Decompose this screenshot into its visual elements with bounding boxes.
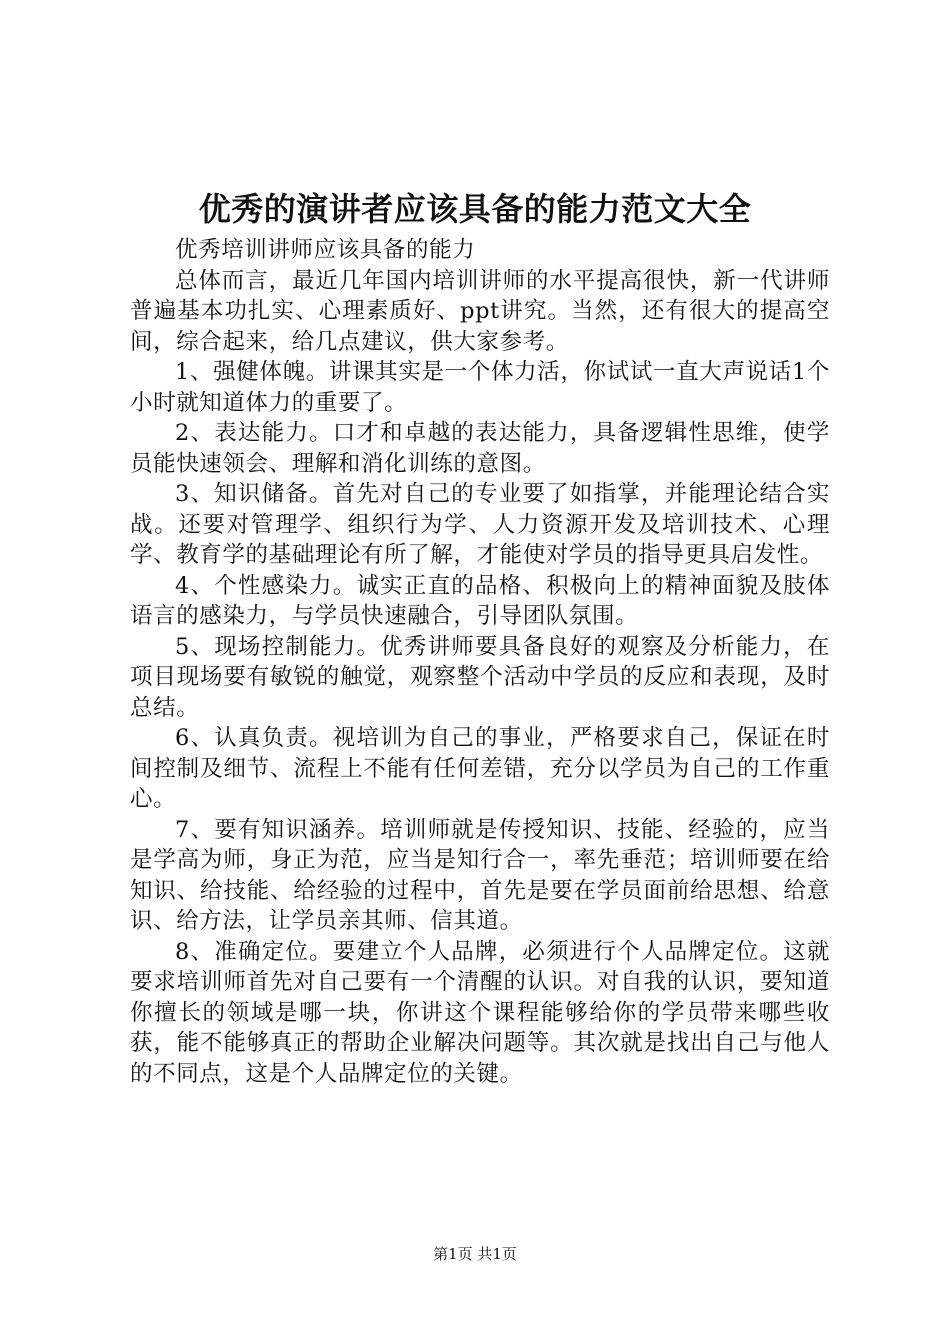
document-body	[130, 235, 830, 1089]
intro-paragraph: 总体而言，最近几年国内培训讲师的水平提高很快，新一代讲师普遍基本功扎实、心理素质好、ppt讲究。当然，还有很大的提高空间，综合起来，给几点建议，供大家参考。	[130, 267, 830, 355]
point-6-paragraph: 6、认真负责。视培训为自己的事业，严格要求自己，保证在时间控制及细节、流程上不能有任何差错，充分以学员为自己的工作重心。	[130, 725, 830, 812]
point-5-paragraph: 5、现场控制能力。优秀讲师要具备良好的观察及分析能力，在项目现场要有敏锐的触觉，观察整个活动中学员的反应和表现，及时总结。	[130, 633, 830, 721]
page-footer: 第1页 共1页	[433, 1245, 517, 1263]
point-1-paragraph: 1、强健体魄。讲课其实是一个体力活，你试试一直大声说话1个小时就知道体力的重要了。	[130, 359, 830, 416]
subtitle-paragraph: 优秀培训讲师应该具备的能力	[175, 237, 476, 263]
point-2-paragraph: 2、表达能力。口才和卓越的表达能力，具备逻辑性思维，使学员能快速领会、理解和消化训练的意图。	[130, 420, 830, 477]
point-3-paragraph: 3、知识储备。首先对自己的专业要了如指掌，并能理论结合实战。还要对管理学、组织行为学、人力资源开发及培训技术、心理学、教育学的基础理论有所了解，才能使对学员的指导更具启发性。	[130, 481, 830, 568]
point-4-paragraph: 4、个性感染力。诚实正直的品格、积极向上的精神面貌及肢体语言的感染力，与学员快速融合，引导团队氛围。	[130, 572, 830, 629]
point-8-paragraph: 8、准确定位。要建立个人品牌，必须进行个人品牌定位。这就要求培训师首先对自己要有一个清醒的认识。对自我的认识，要知道你擅长的领域是哪一块，你讲这个课程能够给你的学员带来哪些收获，能不能够真正的帮助企业解决问题等。其次就是找出自己与他人的不同点，这是个人品牌定位的关键。	[130, 938, 830, 1087]
point-7-paragraph: 7、要有知识涵养。培训师就是传授知识、技能、经验的，应当是学高为师，身正为范，应当是知行合一，率先垂范；培训师要在给知识、给技能、给经验的过程中，首先是要在学员面前给思想、给意识、给方法，让学员亲其师、信其道。	[130, 816, 830, 934]
document-title: 优秀的演讲者应该具备的能力范文大全	[198, 190, 752, 228]
